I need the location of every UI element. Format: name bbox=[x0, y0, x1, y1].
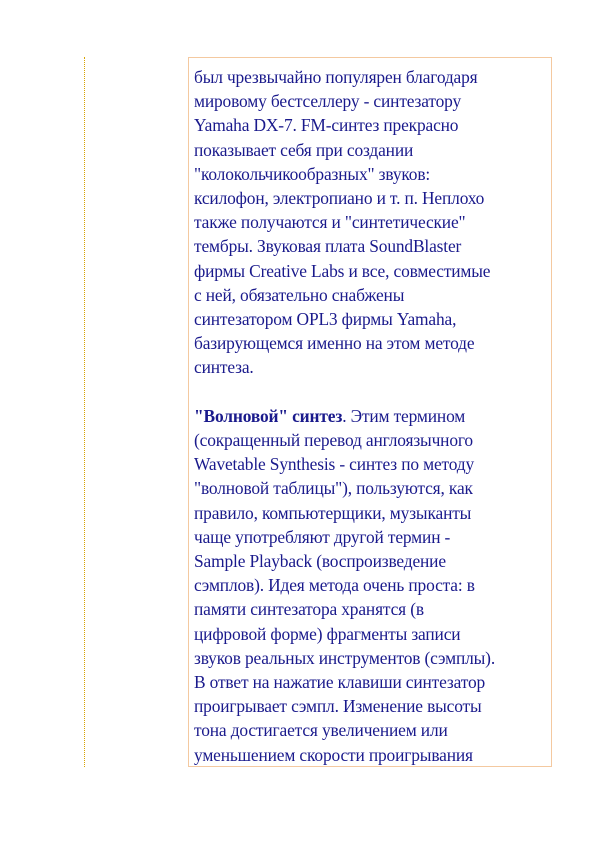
paragraph-fm-synthesis: был чрезвычайно популярен благодаря мировому бестселлеру - синтезатору Yamaha DX-7. FM-синтез прекрасно показывает себя при создании "колокольчикообразных" звуков: ксилофон, электропиано и т. п. Неплохо также получаются и "синтетические" тембры. Звуковая плата SoundBlaster фирмы Creative Labs и все, совместимые с ней, обязательно снабжены синтезатором OPL3 фирмы Yamaha, базирующемся именно на этом методе синтеза. bbox=[194, 67, 491, 378]
text-frame bbox=[188, 57, 552, 767]
paragraph-wavetable-synthesis bbox=[194, 404, 551, 767]
paragraph-wavetable-body: . Этим термином (сокращенный перевод англоязычного Wavetable Synthesis - синтез по методу "волновой таблицы"), пользуются, как правило, компьютерщики, музыканты чаще употребляют другой термин - Sample Playback (воспроизведение сэмплов). Идея метода очень проста: в памяти синтезатора хранятся (в цифровой форме) фрагменты записи звуков реальных инструментов (сэмплы). В ответ на нажатие клавиши синтезатор проигрывает сэмпл. Изменение высоты тона достигается увеличением или уменьшением скорости проигрывания bbox=[194, 405, 496, 765]
margin-dotted-rule bbox=[84, 57, 85, 767]
term-wavetable-synthesis: "Волновой" синтез bbox=[194, 405, 343, 426]
